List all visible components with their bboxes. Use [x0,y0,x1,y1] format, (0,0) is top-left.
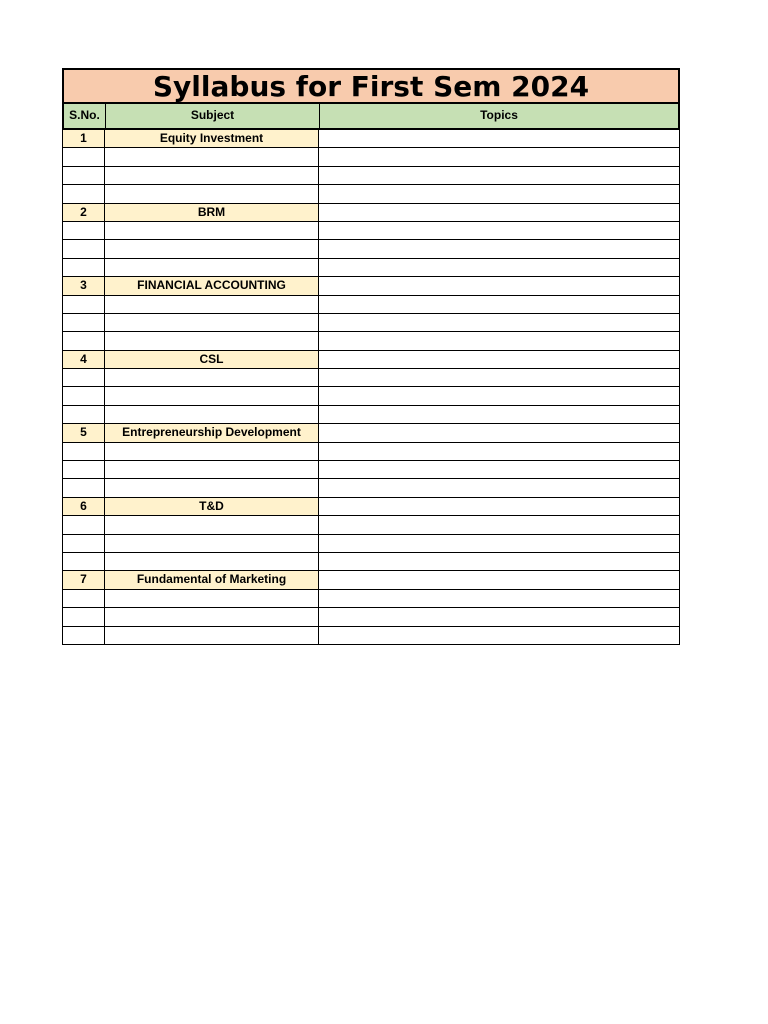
topics-cell[interactable] [319,498,679,515]
subject-cell[interactable] [105,608,319,625]
sno-cell[interactable] [63,553,105,570]
blank-row [63,148,679,166]
blank-row [63,443,679,461]
topics-cell[interactable] [319,627,679,644]
blank-row [63,332,679,350]
sno-cell[interactable] [63,296,105,313]
sno-cell[interactable] [63,185,105,202]
subject-row-4 [63,351,679,369]
blank-row [63,479,679,497]
topics-cell[interactable] [319,387,679,404]
topics-cell[interactable] [319,351,679,368]
header-row [62,104,680,130]
topics-cell[interactable] [319,535,679,552]
subject-cell[interactable] [105,240,319,257]
sno-cell[interactable] [63,369,105,386]
sno-cell[interactable] [63,259,105,276]
topics-cell[interactable] [319,130,679,147]
subject-cell[interactable] [105,406,319,423]
sno-cell[interactable]: 5 [63,424,105,441]
sno-cell[interactable] [63,479,105,496]
blank-row [63,461,679,479]
header-sno[interactable]: S.No. [64,104,106,128]
subject-cell[interactable]: Entrepreneurship Development [105,424,319,441]
blank-row [63,590,679,608]
subject-cell[interactable]: Equity Investment [105,130,319,147]
syllabus-table [62,68,680,645]
page-title[interactable]: Syllabus for First Sem 2024 [62,68,680,104]
topics-cell[interactable] [319,516,679,533]
topics-cell[interactable] [319,406,679,423]
subject-cell[interactable] [105,461,319,478]
subject-cell[interactable] [105,222,319,239]
topics-cell[interactable] [319,204,679,221]
blank-row [63,627,679,645]
topics-cell[interactable] [319,259,679,276]
sno-cell[interactable]: 2 [63,204,105,221]
topics-cell[interactable] [319,277,679,294]
topics-cell[interactable] [319,296,679,313]
topics-cell[interactable] [319,443,679,460]
subject-row-6 [63,498,679,516]
sno-cell[interactable] [63,590,105,607]
sno-cell[interactable]: 7 [63,571,105,588]
subject-row-7 [63,571,679,589]
subject-cell[interactable] [105,369,319,386]
blank-row [63,185,679,203]
sno-cell[interactable] [63,627,105,644]
blank-row [63,516,679,534]
subject-cell[interactable]: Fundamental of Marketing [105,571,319,588]
subject-cell[interactable] [105,553,319,570]
topics-cell[interactable] [319,424,679,441]
subject-row-3 [63,277,679,295]
subject-cell[interactable] [105,314,319,331]
subject-cell[interactable] [105,535,319,552]
sno-cell[interactable] [63,148,105,165]
sno-cell[interactable] [63,332,105,349]
subject-cell[interactable] [105,259,319,276]
sno-cell[interactable]: 6 [63,498,105,515]
topics-cell[interactable] [319,148,679,165]
subject-cell[interactable] [105,296,319,313]
blank-row [63,296,679,314]
topics-cell[interactable] [319,479,679,496]
header-topics[interactable]: Topics [480,108,518,122]
topics-cell[interactable] [319,553,679,570]
blank-row [63,608,679,626]
sno-cell[interactable] [63,240,105,257]
blank-row [63,259,679,277]
sno-cell[interactable] [63,314,105,331]
subject-cell[interactable] [105,479,319,496]
subject-cell[interactable] [105,627,319,644]
blank-row [63,167,679,185]
subject-row-1 [63,130,679,148]
topics-cell[interactable] [319,369,679,386]
sno-cell[interactable] [63,516,105,533]
blank-row [63,222,679,240]
sno-cell[interactable]: 3 [63,277,105,294]
sno-cell[interactable] [63,443,105,460]
sno-cell[interactable] [63,535,105,552]
table-body [62,130,680,645]
subject-cell[interactable] [105,332,319,349]
subject-cell[interactable] [105,443,319,460]
subject-row-5 [63,424,679,442]
topics-cell[interactable] [319,240,679,257]
subject-cell[interactable] [105,590,319,607]
sno-cell[interactable] [63,222,105,239]
topics-cell[interactable] [319,461,679,478]
subject-cell[interactable] [105,185,319,202]
sno-cell[interactable] [63,406,105,423]
blank-row [63,240,679,258]
header-subject[interactable]: Subject [106,104,320,128]
sno-cell[interactable] [63,387,105,404]
subject-cell[interactable] [105,516,319,533]
blank-row [63,553,679,571]
subject-cell[interactable] [105,167,319,184]
blank-row [63,535,679,553]
sno-cell[interactable]: 1 [63,130,105,147]
topics-cell[interactable] [319,314,679,331]
subject-cell[interactable]: T&D [105,498,319,515]
topics-cell[interactable] [319,571,679,588]
subject-cell[interactable]: BRM [105,204,319,221]
subject-cell[interactable] [105,387,319,404]
subject-cell[interactable]: FINANCIAL ACCOUNTING [105,277,319,294]
sno-cell[interactable] [63,167,105,184]
sno-cell[interactable] [63,461,105,478]
topics-cell[interactable] [319,590,679,607]
topics-cell[interactable] [319,608,679,625]
subject-cell[interactable] [105,148,319,165]
blank-row [63,314,679,332]
subject-cell[interactable]: CSL [105,351,319,368]
topics-cell[interactable] [319,185,679,202]
sno-cell[interactable] [63,608,105,625]
topics-cell[interactable] [319,332,679,349]
blank-row [63,406,679,424]
blank-row [63,387,679,405]
blank-row [63,369,679,387]
topics-cell[interactable] [319,222,679,239]
topics-cell[interactable] [319,167,679,184]
sno-cell[interactable]: 4 [63,351,105,368]
subject-row-2 [63,204,679,222]
